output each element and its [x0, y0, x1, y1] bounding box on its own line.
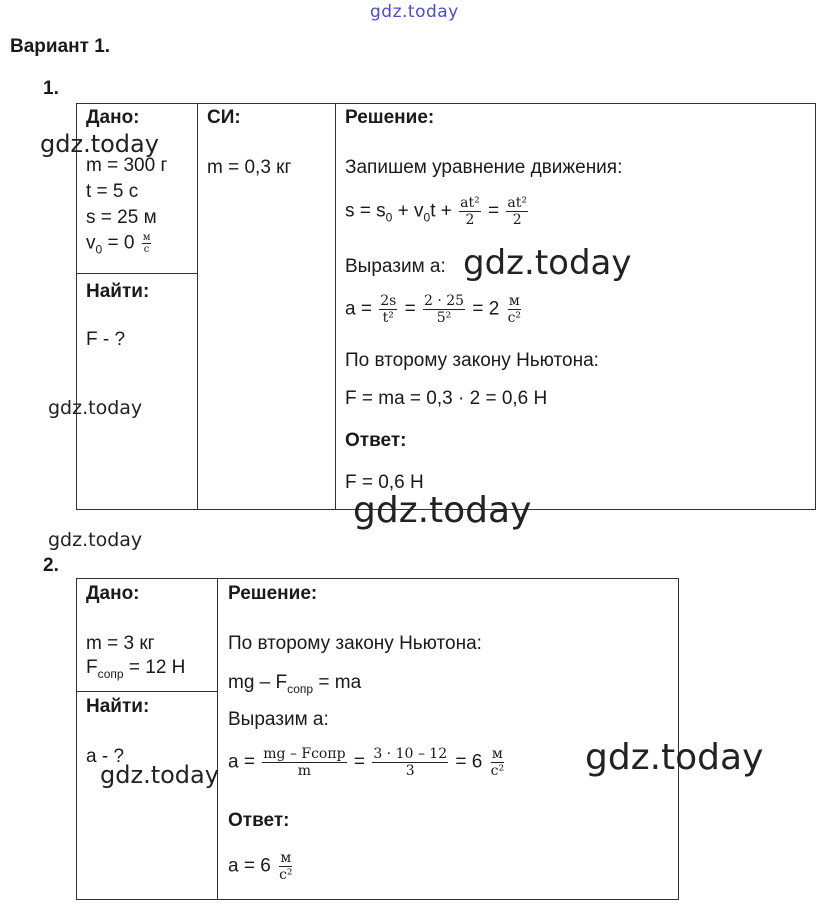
problem1-number: 1. — [43, 78, 59, 99]
problem1-solution-header: Решение: — [345, 107, 435, 128]
watermark: gdz.today — [585, 737, 764, 778]
problem2-solution-header: Решение: — [228, 583, 318, 604]
problem1-answer-header: Ответ: — [345, 430, 407, 451]
problem1-given-v0: $v_0 = 0$ $\frac{м}{с}$ — [86, 232, 151, 257]
problem1-eq-a: a = $\frac{2s}{\text{t²}}$ = $\frac{2 \cdot 25}{\text{5²}}$ = 2 $\frac{м}{\text{с²}}$ — [345, 293, 522, 326]
problem1-find: F - ? — [86, 329, 126, 350]
problem1-divider-2 — [335, 103, 336, 510]
problem2-divider — [217, 578, 218, 900]
problem2-given-f: $F_{сопр} = 12$ Н — [86, 657, 186, 681]
problem2-answer-header: Ответ: — [228, 810, 290, 831]
problem1-eq-force: F = ma = 0,3 · 2 = 0,6 Н — [345, 388, 548, 409]
problem2-eq-a: a = $\frac{\text{mg – Fсопр}}{m}$ = $\frac{3 \cdot 10 - 12}{3}$ = 6 $\frac{м}{\text{с²}}$ — [228, 746, 505, 779]
problem2-given-divider — [76, 691, 217, 692]
problem2-eq-newton: mg – $F_{сопр}$ = ma — [228, 672, 362, 696]
watermark-top: gdz.today — [370, 2, 459, 22]
problem1-si-value: m = 0,3 кг — [207, 157, 292, 178]
watermark: gdz.today — [463, 243, 632, 283]
problem1-divider-1 — [197, 103, 198, 510]
problem1-si-header: СИ: — [207, 107, 241, 128]
problem1-line-newton: По второму закону Ньютона: — [345, 350, 599, 371]
watermark: gdz.today — [48, 529, 143, 551]
watermark: gdz.today — [48, 397, 143, 419]
problem1-answer: F = 0,6 Н — [345, 472, 424, 493]
problem2-find-header: Найти: — [86, 696, 150, 717]
problem2-answer: a = 6 $\frac{м}{\text{с²}}$ — [228, 850, 293, 883]
variant-title: Вариант 1. — [10, 36, 111, 57]
problem2-given-m: m = 3 кг — [86, 633, 155, 654]
problem1-line-motion: Запишем уравнение движения: — [345, 157, 623, 178]
problem2-given-header: Дано: — [86, 583, 140, 604]
problem1-line-express: Выразим a: — [345, 256, 446, 277]
problem2-find: a - ? — [86, 746, 125, 767]
problem1-given-divider — [76, 273, 197, 274]
problem1-given-header: Дано: — [86, 107, 140, 128]
problem2-line-newton: По второму закону Ньютона: — [228, 633, 482, 654]
problem2-line-express: Выразим a: — [228, 709, 329, 730]
watermark: gdz.today — [100, 761, 219, 789]
problem1-eq-motion: $s = s_0 + v_0t$ + $\frac{\text{at²}}{2}$ = $\frac{\text{at²}}{2}$ — [345, 195, 527, 228]
watermark: gdz.today — [353, 490, 532, 531]
watermark: gdz.today — [40, 130, 159, 158]
problem1-given-s: s = 25 м — [86, 207, 157, 228]
problem1-find-header: Найти: — [86, 281, 150, 302]
problem1-given-m: m = 300 г — [86, 155, 168, 176]
problem1-given-t: t = 5 с — [86, 181, 139, 202]
problem2-number: 2. — [43, 555, 59, 576]
